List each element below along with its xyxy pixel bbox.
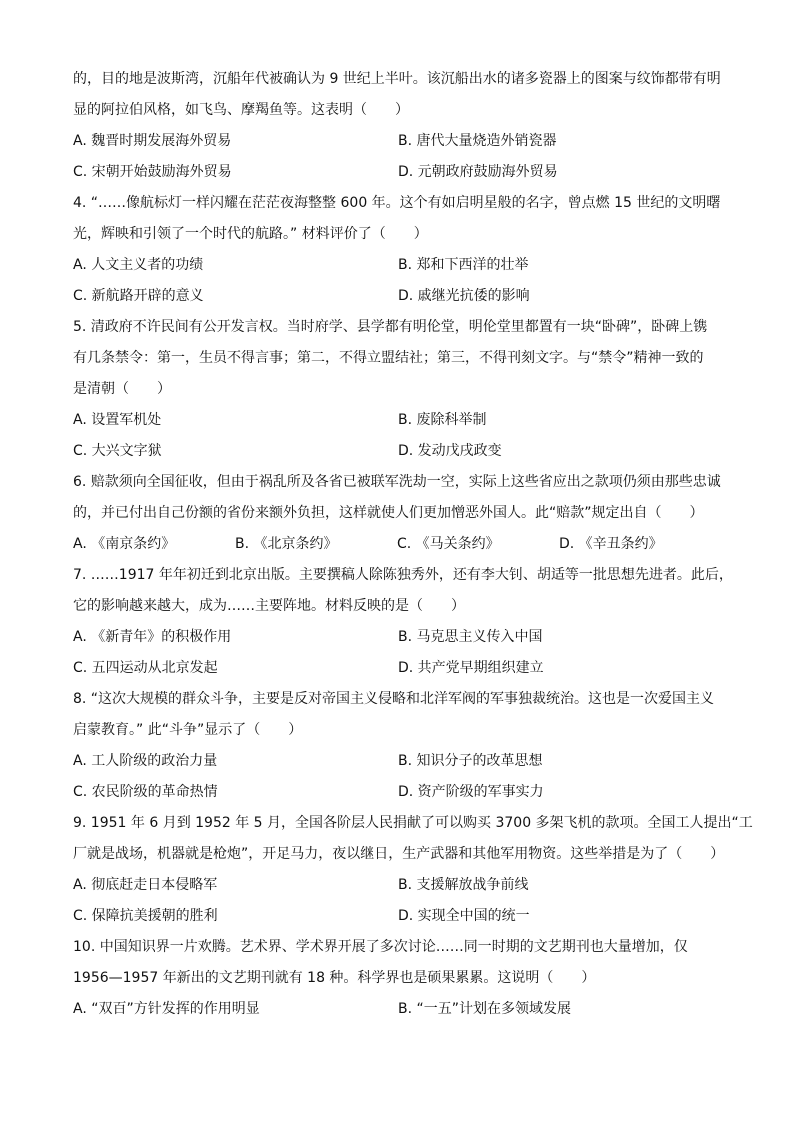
option-d[interactable]: D. 元朝政府鼓励海外贸易	[398, 164, 558, 180]
option-b[interactable]: B. 支援解放战争前线	[398, 877, 529, 893]
question-7	[73, 560, 733, 684]
option-a[interactable]: A. 魏晋时期发展海外贸易	[73, 133, 232, 149]
question-text-line: 10. 中国知识界一片欢腾。艺术界、学术界开展了多次讨论……同一时期的文艺期刊也大量增加，仅	[73, 939, 688, 955]
option-a[interactable]: A. 《新青年》的积极作用	[73, 629, 232, 645]
option-d[interactable]: D. 发动戊戌政变	[398, 443, 502, 459]
option-d[interactable]: D. 共产党早期组织建立	[398, 660, 544, 676]
question-text-line: 的，并已付出自己份额的省份来额外负担，这样就使人们更加憎恶外国人。此“赔款”规定出自（ ）	[73, 505, 704, 521]
question-text-line: 有几条禁令：第一，生员不得言事；第二，不得立盟结社；第三，不得刊刻文字。与“禁令”精神一致的	[73, 350, 704, 366]
question-8	[73, 684, 723, 808]
question-text-line: 的，目的地是波斯湾，沉船年代被确认为 9 世纪上半叶。该沉船出水的诸多瓷器上的图案与纹饰都带有明	[73, 71, 721, 87]
question-10	[73, 932, 723, 1025]
question-3	[73, 64, 723, 188]
question-text-line: 是清朝（ ）	[73, 381, 171, 397]
question-text-line: 显的阿拉伯风格，如飞鸟、摩羯鱼等。这表明（ ）	[73, 102, 409, 118]
option-c[interactable]: C. 《马关条约》	[397, 536, 500, 552]
option-b[interactable]: B. 废除科举制	[398, 412, 487, 428]
question-text-line: 8. “这次大规模的群众斗争，主要是反对帝国主义侵略和北洋军阀的军事独裁统治。这也是一次爱国主义	[73, 691, 715, 707]
question-text-line: 7. ……1917 年年初迁到北京出版。主要撰稿人除陈独秀外，还有李大钊、胡适等一批思想先进者。此后，	[73, 567, 733, 583]
option-d[interactable]: D. 资产阶级的军事实力	[398, 784, 544, 800]
option-d[interactable]: D. 戚继光抗倭的影响	[398, 288, 530, 304]
option-c[interactable]: C. 五四运动从北京发起	[73, 660, 218, 676]
option-a[interactable]: A. 《南京条约》	[73, 536, 176, 552]
option-b[interactable]: B. 马克思主义传入中国	[398, 629, 543, 645]
option-c[interactable]: C. 农民阶级的革命热情	[73, 784, 218, 800]
option-a[interactable]: A. “双百”方针发挥的作用明显	[73, 1001, 260, 1017]
option-c[interactable]: C. 新航路开辟的意义	[73, 288, 204, 304]
option-c[interactable]: C. 宋朝开始鼓励海外贸易	[73, 164, 232, 180]
question-text-line: 启蒙教育。” 此“斗争”显示了（ ）	[73, 722, 303, 738]
option-b[interactable]: B. 唐代大量烧造外销瓷器	[398, 133, 557, 149]
option-b[interactable]: B. 郑和下西洋的壮举	[398, 257, 529, 273]
option-b[interactable]: B. “一五”计划在多领域发展	[398, 1001, 572, 1017]
exam-page	[73, 64, 753, 1025]
question-5	[73, 312, 723, 467]
question-4	[73, 188, 723, 312]
option-d[interactable]: D. 实现全中国的统一	[398, 908, 530, 924]
option-b[interactable]: B. 《北京条约》	[235, 536, 338, 552]
question-text-line: 光，辉映和引领了一个时代的航路。” 材料评价了（ ）	[73, 226, 428, 242]
question-text-line: 9. 1951 年 6 月到 1952 年 5 月，全国各阶层人民捐献了可以购买 3700 多架飞机的款项。全国工人提出“工	[73, 815, 753, 831]
option-a[interactable]: A. 设置军机处	[73, 412, 162, 428]
question-text-line: 厂就是战场，机器就是枪炮”，开足马力，夜以继日，生产武器和其他军用物资。这些举措是为了（ ）	[73, 846, 725, 862]
option-d[interactable]: D. 《辛丑条约》	[559, 536, 663, 552]
question-text-line: 它的影响越来越大，成为……主要阵地。材料反映的是（ ）	[73, 598, 465, 614]
option-c[interactable]: C. 大兴文字狱	[73, 443, 162, 459]
question-9	[73, 808, 753, 932]
option-a[interactable]: A. 彻底赶走日本侵略军	[73, 877, 218, 893]
question-text-line: 4. “……像航标灯一样闪耀在茫茫夜海整整 600 年。这个有如启明星般的名字，曾点燃 15 世纪的文明曙	[73, 195, 721, 211]
option-a[interactable]: A. 工人阶级的政治力量	[73, 753, 218, 769]
option-b[interactable]: B. 知识分子的改革思想	[398, 753, 543, 769]
question-6	[73, 467, 723, 560]
option-c[interactable]: C. 保障抗美援朝的胜利	[73, 908, 218, 924]
question-text-line: 1956—1957 年新出的文艺期刊就有 18 种。科学界也是硕果累累。这说明（ ）	[73, 970, 596, 986]
question-text-line: 6. 赔款须向全国征收，但由于祸乱所及各省已被联军洗劫一空，实际上这些省应出之款项仍须由那些忠诚	[73, 474, 721, 490]
question-text-line: 5. 清政府不许民间有公开发言权。当时府学、县学都有明伦堂，明伦堂里都置有一块“卧碑”，卧碑上镌	[73, 319, 708, 335]
option-a[interactable]: A. 人文主义者的功绩	[73, 257, 204, 273]
